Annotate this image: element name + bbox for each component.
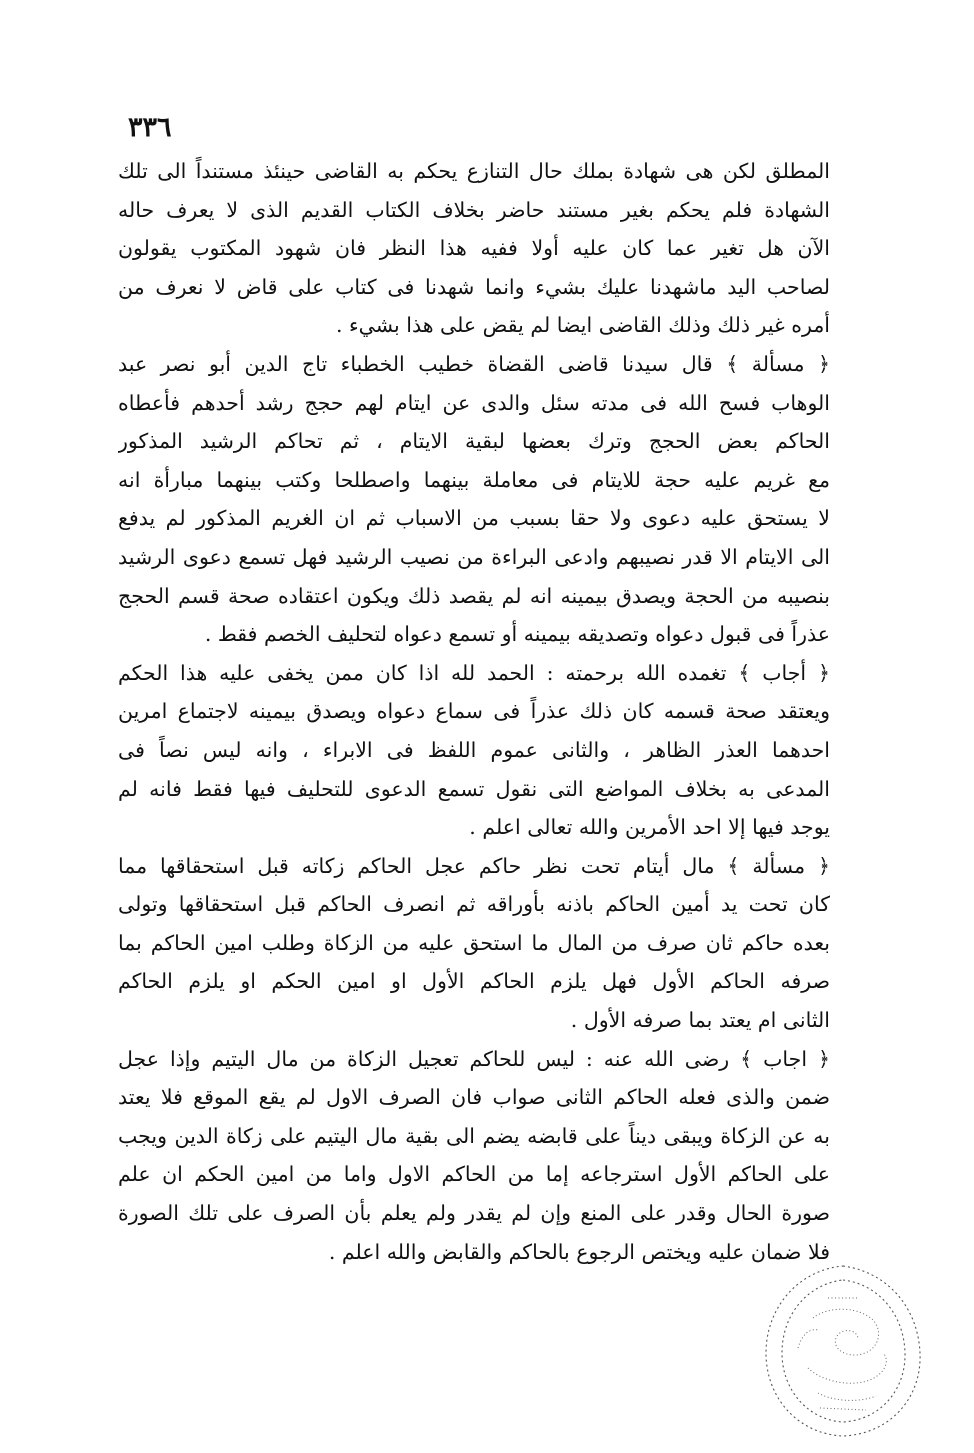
- text-line: ﴿ مسألة ﴾ مال أيتام تحت نظر حاكم عجل الحاكم زكاته قبل استحقاقها مما: [118, 853, 830, 878]
- text-line: على الحاكم الأول استرجاعه إما من الحاكم الاول واما من امين الحكم ان علم: [118, 1162, 830, 1187]
- text-line: الشهادة فلم يحكم بغير مستند حاضر بخلاف الكتاب القديم الذى لا يعرف حاله: [118, 197, 830, 222]
- text-line: ضمن والذى فعله الحاكم الثانى صواب فان الصرف الاول لم يقع الموقع فلا يعتد: [118, 1085, 830, 1110]
- text-line: كان تحت يد أمين الحاكم باذنه بأوراقه ثم انصرف الحاكم قبل استحقاقها وتولى: [118, 892, 830, 917]
- text-line: أمره غير ذلك وذلك القاضى ايضا لم يقض على هذا بشيء .: [336, 313, 830, 338]
- text-line: بنصيبه من الحجة ويصدق بيمينه انه لم يقصد ذلك ويكون اعتقاده صحة قسم الحجج: [118, 583, 830, 608]
- text-line: احدهما العذر الظاهر ، والثانى عموم اللفظ فى الابراء ، وانه ليس نصاً فى: [118, 737, 830, 762]
- text-line: الى الايتام الا قدر نصيبهم وادعى البراءة من نصيب الرشيد فهل تسمع دعوى الرشيد: [118, 544, 830, 569]
- page-number: ٣٣٦: [128, 112, 172, 143]
- text-line: ويعتقد صحة قسمه كان ذلك عذراً فى سماع دعواه ويصدق بيمينه لاجتماع امرين: [118, 699, 830, 724]
- text-line: مع غريم عليه حجة للايتام فى معاملة بينهما واصطلحا وكتب بينهما مبارأة انه: [118, 467, 830, 492]
- library-seal-stamp: [758, 1258, 928, 1443]
- text-line: بعده حاكم ثان صرف من المال ما استحق عليه من الزكاة وطلب امين الحاكم بما: [118, 930, 830, 955]
- text-line: صرفه الحاكم الأول فهل يلزم الحاكم الأول او امين الحكم او يلزم الحاكم: [118, 969, 830, 994]
- text-line: الثانى ام يعتد بما صرفه الأول .: [570, 1008, 830, 1033]
- text-line: المطلق لكن هى شهادة بملك حال التنازع يحكم به القاضى حينئذ مستنداً الى تلك: [118, 159, 830, 183]
- text-line: يوجد فيها إلا احد الأمرين والله تعالى اعلم .: [469, 815, 830, 840]
- text-line: عذراً فى قبول دعواه وتصديقه بيمينه أو تسمع دعواه لتحليف الخصم فقط .: [204, 622, 830, 647]
- text-line: به عن الزكاة ويبقى ديناً على قابضه يضم الى بقية مال اليتيم على زكاة الدين ويجب: [118, 1123, 830, 1148]
- text-line: الآن هل تغير عما كان عليه أولا ففيه هذا النظر فان شهود المكتوب يقولون: [118, 236, 830, 261]
- body-text: [118, 152, 830, 1271]
- text-line: ﴿ مسألة ﴾ قال سيدنا قاضى القضاة خطيب الخطباء تاج الدين أبو نصر عبد: [118, 351, 830, 376]
- text-line: لصاحب اليد ماشهدنا عليك بشيء وانما شهدنا فى كتاب على قاض لا نعرف من: [118, 274, 830, 299]
- text-line: المدعى به بخلاف المواضع التى نقول تسمع الدعوى للتحليف فيها فقط فانه لم: [118, 776, 830, 801]
- text-line: الحاكم بعض الحجج وترك بعضها لبقية الايتام ، ثم تحاكم الرشيد المذكور: [118, 429, 830, 454]
- text-line: ﴿ أجاب ﴾ تغمده الله برحمته : الحمد لله اذا كان ممن يخفى عليه هذا الحكم: [118, 660, 830, 685]
- text-line: صورة الحال وقدر على المنع وإن لم يقدر ولم يعلم بأن الصرف على تلك الصورة: [118, 1201, 830, 1226]
- text-line: لا يستحق عليه دعوى ولا حقا بسبب من الاسباب ثم ان الغريم المذكور لم يدفع: [118, 506, 830, 531]
- text-line: فلا ضمان عليه ويختص الرجوع بالحاكم والقابض والله اعلم .: [328, 1239, 830, 1264]
- text-line: ﴿ اجاب ﴾ رضى الله عنه : ليس للحاكم تعجيل الزكاة من مال اليتيم وإذا عجل: [118, 1046, 830, 1071]
- text-line: الوهاب فسح الله فى مدته سئل والدى عن ايتام لهم حجج رشد أحدهم فأعطاه: [118, 390, 830, 415]
